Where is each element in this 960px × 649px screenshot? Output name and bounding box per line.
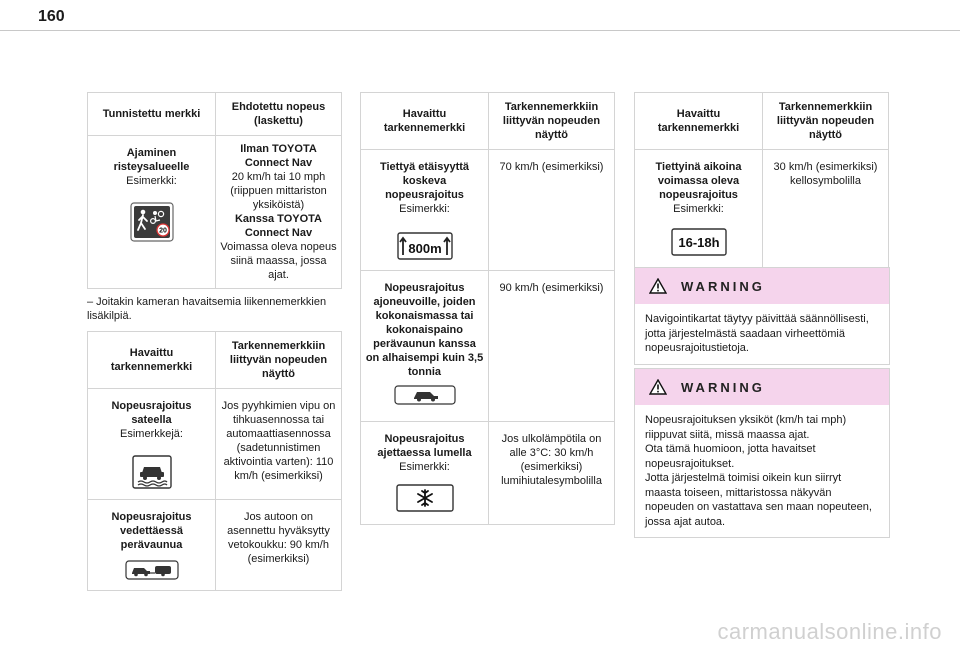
header-cell: Havaittu tarkennemerkki [635,93,763,150]
snowflake-sign-icon [396,484,454,512]
sign-title: Tiettyä etäisyyttä koskeva nopeusrajoitus [379,161,470,201]
header-cell: Tunnistettu merkki [88,93,216,136]
sign-title: Nopeusrajoitus ajettaessa lumella [377,433,472,459]
header-cell: Havaittu tarkennemerkki [361,93,489,150]
sign-cell [88,500,216,591]
warning-header [635,369,889,405]
table-row [361,422,615,525]
note-text: – Joitakin kameran havaitsemia liikennemerkkien lisäkilpiä. [87,296,327,322]
warning-triangle-icon [649,379,667,395]
sign-cell [88,136,216,289]
sign-example-label: Esimerkki: [126,175,177,187]
column-1 [87,92,342,591]
car-sign-icon [394,385,456,405]
recognized-sign-table [87,92,342,289]
header-cell: Ehdotettu nopeus (laskettu) [216,93,342,136]
warning-text: Jotta järjestelmä toimisi oikein kun siirryt maasta toiseen, mittaristossa näkyvän nopeuden on vastattava sen maan nopeuteen, jossa ajat autoa. [645,472,872,528]
car-on-wet-road-icon [132,455,172,489]
top-divider [0,30,960,31]
sign-cell [361,271,489,422]
table-row [88,136,342,289]
warning-box-1 [634,267,890,365]
speed-text: 20 km/h tai 10 mph (riippuen mittariston yksiköistä) [230,171,327,211]
time-16-18h-sign-icon [671,228,727,256]
header-cell: Havaittu tarkennemerkki [88,332,216,389]
sign-title: Nopeusrajoitus ajoneuvoille, joiden kokonaismassa tai kokonaispaino perävaunun kanssa on alhaisempi kuin 3,5 tonnia [365,282,484,378]
car-with-trailer-icon [125,560,179,580]
speed-cell: Jos pyyhkimien vipu on tihkuasennossa tai automaattiasennossa (sadetunnistimen aktivointia varten): 110 km/h (esimerkiksi) [216,389,342,500]
warning-box-2 [634,368,890,538]
table-header-row [635,93,889,150]
distance-800m-sign-icon [397,232,453,260]
sign-title: Tiettyinä aikoina voimassa oleva nopeusrajoitus [655,161,742,201]
warning-title: WARNING [681,379,765,395]
table-row [635,150,889,271]
warning-text: Navigointikartat täytyy päivittää säännöllisesti, jotta järjestelmästä saadaan virheettömiä nopeusrajoitustietoja. [645,313,869,354]
sign-cell [88,389,216,500]
table-header-row [361,93,615,150]
warning-triangle-icon [649,278,667,294]
sign-cell [635,150,763,271]
table-row [88,389,342,500]
pedestrian-zone-20-sign-icon [130,202,174,242]
warning-body [635,304,889,364]
warning-title: WARNING [681,278,765,294]
speed-text-bold: Ilman TOYOTA Connect Nav [240,143,317,169]
sign-example-label: Esimerkki: [399,203,450,215]
table-row [88,500,342,591]
sign-title: Nopeusrajoitus vedettäessä perävaunua [111,511,192,551]
table-header-row [88,332,342,389]
additional-panel-table-continued [360,92,615,525]
svg-text:20: 20 [158,227,167,235]
column-3 [634,92,889,271]
table-row [361,271,615,422]
warning-body [635,405,889,537]
warning-text: Ota tämä huomioon, jotta havaitset nopeusrajoitukset. [645,443,816,470]
sign-title: Ajaminen risteysalueelle [113,147,190,173]
sign-cell [361,150,489,271]
speed-cell: 30 km/h (esimerkiksi) kellosymbolilla [763,150,889,271]
additional-panel-table [87,331,342,591]
speed-cell: 70 km/h (esimerkiksi) [489,150,615,271]
sign-title: Nopeusrajoitus sateella [111,400,192,426]
speed-cell: Jos ulkolämpötila on alle 3°C: 30 km/h (esimerkiksi) lumihiutalesymbolilla [489,422,615,525]
speed-text: Voimassa oleva nopeus siinä maassa, jossa ajat. [220,241,337,281]
header-cell: Tarkennemerkkiin liittyvän nopeuden näyttö [216,332,342,389]
speed-cell [216,136,342,289]
header-cell: Tarkennemerkkiin liittyvän nopeuden näyttö [763,93,889,150]
warning-text: Nopeusrajoituksen yksiköt (km/h tai mph) riippuvat siitä, missä maassa ajat. [645,414,847,441]
svg-text:16-18h: 16-18h [677,235,720,250]
time-restriction-table [634,92,889,271]
table-row [361,150,615,271]
speed-cell: Jos autoon on asennettu hyväksytty vetokoukku: 90 km/h (esimerkiksi) [216,500,342,591]
warning-header [635,268,889,304]
sign-example-label: Esimerkkejä: [120,428,183,440]
header-cell: Tarkennemerkkiin liittyvän nopeuden näyttö [489,93,615,150]
table-header-row [88,93,342,136]
svg-text:800m: 800m [407,241,442,256]
page-number: 160 [38,8,65,25]
sign-cell [361,422,489,525]
watermark: carmanualsonline.info [717,619,942,644]
sign-example-label: Esimerkki: [399,461,450,473]
sign-example-label: Esimerkki: [673,203,724,215]
column-2 [360,92,615,525]
speed-cell: 90 km/h (esimerkiksi) [489,271,615,422]
speed-text-bold: Kanssa TOYOTA Connect Nav [234,213,322,239]
